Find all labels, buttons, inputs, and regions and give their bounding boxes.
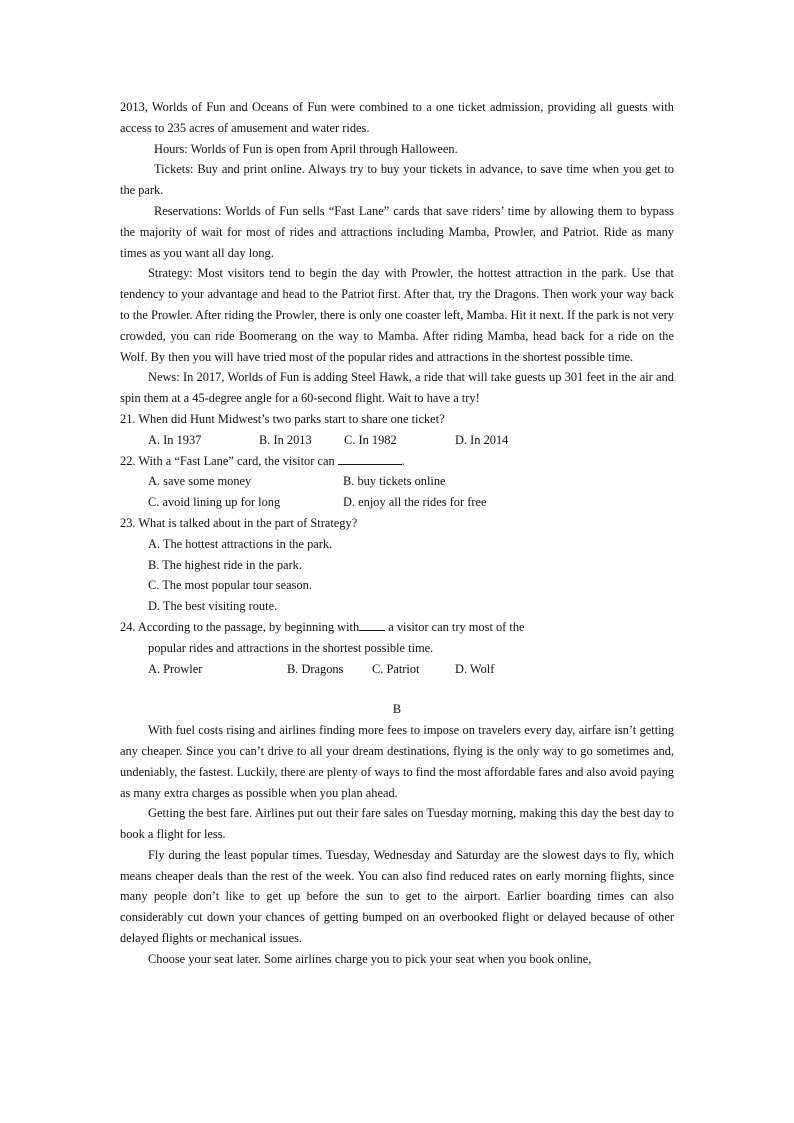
document-page bbox=[120, 97, 674, 970]
question-24-stem-end: a visitor can try most of the bbox=[385, 619, 525, 634]
question-22-stem-end: . bbox=[401, 453, 405, 468]
question-24-stem-continued: popular rides and attractions in the shortest possible time. bbox=[148, 640, 434, 655]
answer-blank bbox=[359, 618, 385, 631]
question-22-option-c: C. avoid lining up for long bbox=[148, 495, 281, 510]
question-23-stem: 23. What is talked about in the part of Strategy? bbox=[120, 515, 358, 530]
passage-b-paragraph-3: Fly during the least popular times. Tuesday, Wednesday and Saturday are the slowest days to fly, which means cheaper deals than the rest of the week. You can also find reduced rates on early morning flights, since many people don’t like to get up before the sun to get to the airport. Earlier boarding times can also considerably cut down your chances of getting bumped on an overbooked flight or delayed because of other delayed flights or mechanical issues. bbox=[120, 847, 674, 946]
question-21-option-a: A. In 1937 bbox=[148, 432, 202, 447]
question-21-option-c: C. In 1982 bbox=[344, 432, 397, 447]
question-23-option-c: C. The most popular tour season. bbox=[148, 578, 312, 593]
passage-a-strategy: Strategy: Most visitors tend to begin the day with Prowler, the hottest attraction in the park. Use that tendency to your advantage and head to the Patriot first. After that, try the Dragons. Then work your way back to the Prowler. After riding the Prowler, there is only one coaster left, Mamba. Hit it next. If the park is not very crowded, you can ride Boomerang on the way to Mamba. After riding Mamba, head back for a ride on the Wolf. By then you will have tried most of the popular rides and attractions in the shortest possible time. bbox=[120, 266, 674, 364]
question-24-option-a: A. Prowler bbox=[148, 661, 203, 676]
question-22-option-a: A. save some money bbox=[148, 474, 252, 489]
passage-b-paragraph-4: Choose your seat later. Some airlines charge you to pick your seat when you book online, bbox=[148, 951, 592, 966]
passage-a-tickets: Tickets: Buy and print online. Always try to buy your tickets in advance, to save time when you get to the park. bbox=[120, 162, 674, 198]
question-22-stem bbox=[120, 451, 674, 472]
question-23-option-d: D. The best visiting route. bbox=[148, 599, 278, 614]
section-title-b: B bbox=[392, 702, 402, 717]
passage-a-hours: Hours: Worlds of Fun is open from April through Halloween. bbox=[154, 141, 458, 156]
question-24-option-d: D. Wolf bbox=[455, 661, 495, 676]
question-22-stem-text: 22. With a “Fast Lane” card, the visitor can bbox=[120, 453, 335, 468]
question-24-stem bbox=[120, 617, 674, 638]
question-21-stem: 21. When did Hunt Midwest’s two parks start to share one ticket? bbox=[120, 411, 445, 426]
question-24-option-b: B. Dragons bbox=[287, 661, 344, 676]
question-23-option-a: A. The hottest attractions in the park. bbox=[148, 536, 333, 551]
passage-a-intro: 2013, Worlds of Fun and Oceans of Fun were combined to a one ticket admission, providing all guests with access to 235 acres of amusement and water rides. bbox=[120, 100, 674, 135]
passage-a-reservations: Reservations: Worlds of Fun sells “Fast Lane” cards that save riders’ time by allowing them to bypass the majority of wait for most of rides and attractions including Mamba, Prowler, and Patriot. Ride as many times as you want all day long. bbox=[120, 203, 674, 260]
question-21-option-d: D. In 2014 bbox=[455, 432, 509, 447]
question-24-options bbox=[120, 659, 674, 680]
question-22-options-row-1 bbox=[120, 471, 674, 492]
passage-b-paragraph-1: With fuel costs rising and airlines finding more fees to impose on travelers every day, airfare isn’t getting any cheaper. Since you can’t drive to all your dream destinations, flying is the only way to go sometimes and, undeniably, the fastest. Luckily, there are plenty of ways to find the most affordable fares and also avoid paying as many extra charges as possible when you plan ahead. bbox=[120, 723, 674, 800]
answer-blank bbox=[338, 452, 402, 465]
question-24-option-c: C. Patriot bbox=[372, 661, 420, 676]
question-21-option-b: B. In 2013 bbox=[259, 432, 312, 447]
passage-b-paragraph-2: Getting the best fare. Airlines put out their fare sales on Tuesday morning, making this day the best day to book a flight for less. bbox=[120, 806, 674, 842]
question-23-option-b: B. The highest ride in the park. bbox=[148, 557, 302, 572]
question-22-options-row-2 bbox=[120, 492, 674, 513]
question-22-option-b: B. buy tickets online bbox=[343, 474, 446, 489]
passage-a-news: News: In 2017, Worlds of Fun is adding Steel Hawk, a ride that will take guests up 301 feet in the air and spin them at a 45-degree angle for a 60-second flight. Wait to have a try! bbox=[120, 370, 674, 406]
question-21-options bbox=[120, 430, 674, 451]
question-22-option-d: D. enjoy all the rides for free bbox=[343, 495, 487, 510]
question-24-stem-text: 24. According to the passage, by beginning with bbox=[120, 619, 360, 634]
